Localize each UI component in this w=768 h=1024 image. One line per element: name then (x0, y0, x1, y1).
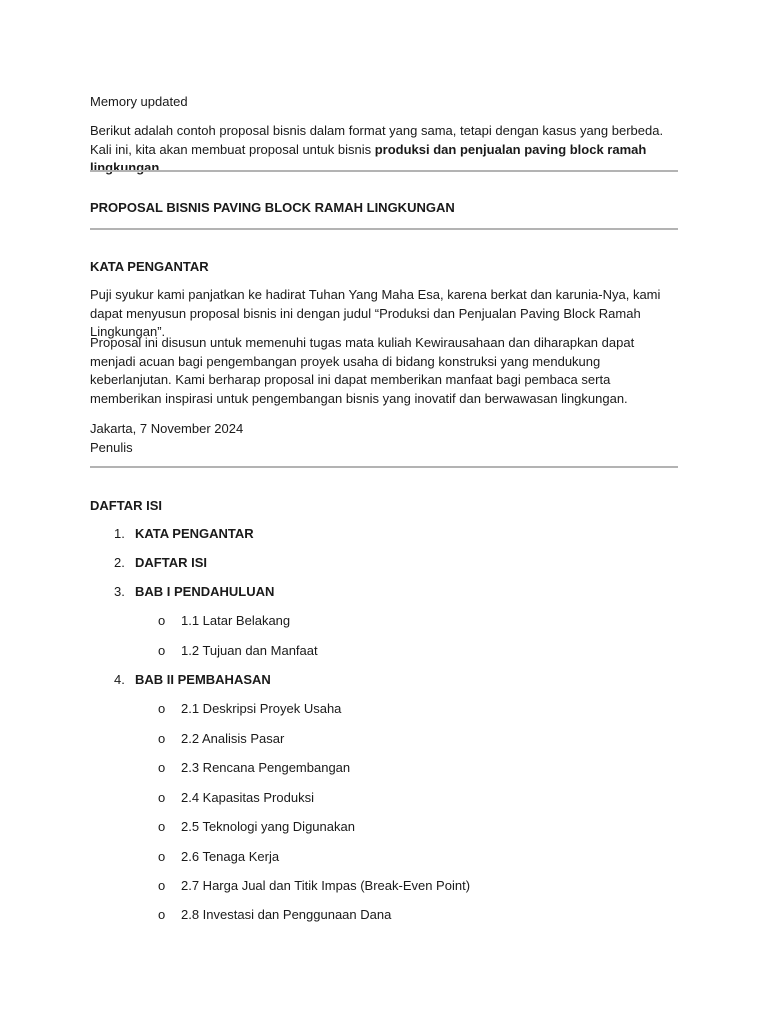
toc-label: KATA PENGANTAR (135, 526, 254, 541)
bullet-icon: o (158, 731, 166, 746)
place-date: Jakarta, 7 November 2024 (90, 421, 244, 436)
memory-note: Memory updated (90, 94, 188, 109)
toc-sub-label: 2.1 Deskripsi Proyek Usaha (181, 701, 342, 716)
kata-pengantar-paragraph-2: Proposal ini disusun untuk memenuhi tugas mata kuliah Kewirausahaan dan diharapkan dapat menjadi acuan bagi pengembangan proyek usaha di bidang konstruksi yang mendukung keberlanjutan. Kami berharap proposal ini dapat memberikan manfaat bagi pembaca serta memberikan inspirasi untuk pengembangan bisnis yang inovatif dan berwawasan lingkungan. (90, 335, 635, 406)
bullet-icon: o (158, 613, 166, 628)
kata-pengantar-paragraph-1: Puji syukur kami panjatkan ke hadirat Tuhan Yang Maha Esa, karena berkat dan karunia-Nya, kami dapat menyusun proposal bisnis ini dengan judul “Produksi dan Penjualan Paving Block Ramah Lingkungan”. (90, 287, 661, 339)
bullet-icon: o (158, 643, 166, 658)
toc-sub-label: 2.8 Investasi dan Penggunaan Dana (181, 907, 392, 922)
bullet-icon: o (158, 907, 166, 922)
toc-number: 4. (114, 672, 125, 687)
bullet-icon: o (158, 878, 166, 893)
toc-number: 2. (114, 555, 125, 570)
toc-sub-label: 1.1 Latar Belakang (181, 613, 291, 628)
toc-sub-label: 2.3 Rencana Pengembangan (181, 760, 351, 775)
toc-sub-label: 2.4 Kapasitas Produksi (181, 790, 314, 805)
signature: Penulis (90, 440, 133, 455)
toc-sub-label: 2.7 Harga Jual dan Titik Impas (Break-Even Point) (181, 878, 471, 893)
bullet-icon: o (158, 760, 166, 775)
bullet-icon: o (158, 819, 166, 834)
divider (90, 466, 678, 468)
bullet-icon: o (158, 790, 166, 805)
toc-number: 3. (114, 584, 125, 599)
document-title: PROPOSAL BISNIS PAVING BLOCK RAMAH LINGKUNGAN (90, 200, 455, 215)
kata-pengantar-heading: KATA PENGANTAR (90, 259, 209, 274)
toc-sub-label: 2.2 Analisis Pasar (181, 731, 285, 746)
toc-sub-label: 2.5 Teknologi yang Digunakan (181, 819, 355, 834)
toc-number: 1. (114, 526, 125, 541)
bullet-icon: o (158, 849, 166, 864)
toc-label: BAB II PEMBAHASAN (135, 672, 271, 687)
intro-end: . (159, 160, 163, 175)
toc-label: BAB I PENDAHULUAN (135, 584, 275, 599)
toc-sub-label: 1.2 Tujuan dan Manfaat (181, 643, 318, 658)
intro-text: Berikut adalah contoh proposal bisnis dalam format yang sama, tetapi dengan kasus yang berbeda. Kali ini, kita akan membuat proposal untuk bisnis (90, 123, 664, 157)
toc-label: DAFTAR ISI (135, 555, 207, 570)
daftar-isi-heading: DAFTAR ISI (90, 498, 162, 513)
divider (90, 228, 678, 230)
intro-bold-text: produksi dan penjualan paving block ramah lingkungan (90, 141, 647, 175)
divider (90, 170, 678, 172)
toc-sub-label: 2.6 Tenaga Kerja (181, 849, 280, 864)
bullet-icon: o (158, 701, 166, 716)
